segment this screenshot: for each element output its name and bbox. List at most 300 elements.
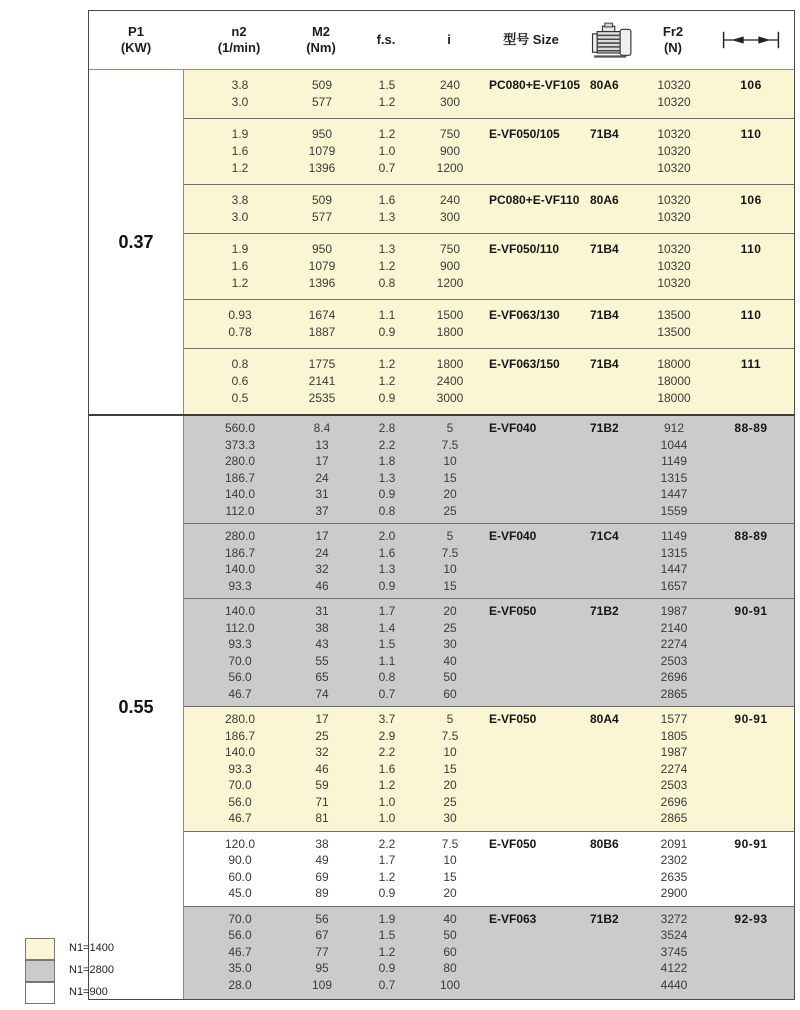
motor-cell (590, 437, 640, 454)
n2-cell: 70.0 (228, 911, 252, 926)
p1-cell (89, 416, 184, 999)
fr2-cell: 4122 (660, 961, 688, 975)
table-row (184, 744, 794, 761)
n2-cell: 0.78 (228, 325, 252, 339)
model-cell (474, 620, 590, 637)
fr2-cell: 1805 (660, 728, 688, 743)
n2-cell: 93.3 (228, 578, 252, 593)
i-cell: 5 (446, 421, 454, 435)
table-row (184, 275, 794, 292)
rating-group (184, 184, 794, 233)
table-row (184, 209, 794, 226)
fr2-cell: 1447 (660, 562, 688, 576)
n2-cell: 3.0 (231, 210, 249, 224)
rating-group (184, 706, 794, 831)
p1-cell (89, 70, 184, 414)
motor-cell (590, 160, 640, 177)
fr2-cell: 1315 (660, 545, 688, 560)
fr2-cell: 18000 (657, 374, 691, 388)
page-cell (708, 761, 794, 778)
m2-cell: 1775 (308, 357, 336, 371)
i-cell: 900 (439, 259, 461, 273)
header-fr2 (639, 24, 707, 56)
table-row (184, 470, 794, 487)
fs-cell: 2.0 (378, 529, 396, 543)
i-cell: 2400 (436, 374, 464, 388)
fr2-cell: 10320 (657, 210, 691, 224)
table-row (184, 852, 794, 869)
page-cell (708, 620, 794, 637)
m2-cell: 109 (311, 977, 333, 992)
fs-cell: 1.0 (378, 811, 396, 825)
fs-cell: 2.9 (378, 728, 396, 743)
fr2-cell: 18000 (657, 391, 691, 405)
model-cell (474, 561, 590, 578)
motor-cell: 71B2 (590, 911, 619, 926)
fr2-cell: 10320 (657, 127, 691, 141)
motor-cell (590, 744, 640, 761)
fs-cell: 1.6 (378, 545, 396, 560)
group-list (184, 416, 794, 999)
fs-cell: 1.3 (378, 242, 396, 256)
i-cell: 5 (446, 529, 454, 543)
motor-cell (590, 852, 640, 869)
fr2-cell: 1315 (660, 470, 688, 485)
table-row (184, 686, 794, 703)
table-row (184, 528, 794, 545)
i-cell: 25 (443, 503, 457, 518)
fs-cell: 1.0 (378, 144, 396, 158)
fs-cell: 0.8 (378, 503, 396, 518)
model-cell: E-VF050 (489, 604, 537, 618)
n2-cell: 280.0 (224, 712, 256, 726)
table-row (184, 77, 794, 94)
n2-cell: 28.0 (228, 977, 252, 992)
table-row (184, 944, 794, 961)
i-cell: 750 (439, 242, 461, 256)
page-cell (708, 275, 794, 292)
model-cell (474, 486, 590, 503)
i-cell: 10 (443, 454, 457, 468)
page-cell (708, 209, 794, 226)
motor-cell: 80A6 (590, 78, 619, 92)
n2-cell: 3.8 (231, 78, 249, 92)
table-row (184, 960, 794, 977)
fs-cell: 1.6 (378, 761, 396, 776)
n2-cell: 140.0 (224, 562, 256, 576)
page-cell: 111 (740, 357, 762, 371)
m2-cell: 31 (315, 487, 329, 501)
n2-cell: 56.0 (228, 928, 252, 942)
page-cell (708, 94, 794, 111)
m2-cell: 56 (315, 911, 329, 926)
fs-cell: 2.2 (378, 745, 396, 759)
model-cell (474, 94, 590, 111)
i-cell: 30 (443, 811, 457, 825)
n2-cell: 93.3 (228, 637, 252, 651)
motor-cell: 71C4 (590, 529, 619, 543)
m2-cell: 67 (315, 928, 329, 942)
fr2-cell: 13500 (657, 325, 691, 339)
table-row (184, 307, 794, 324)
m2-cell: 1396 (308, 161, 336, 175)
header-fs: f.s. (376, 32, 396, 47)
table-row (184, 390, 794, 407)
n2-cell: 1.9 (231, 127, 249, 141)
table-row (184, 545, 794, 562)
fs-cell: 1.3 (378, 470, 396, 485)
page-cell (708, 794, 794, 811)
i-cell: 10 (443, 853, 457, 867)
table-header-row (89, 11, 794, 70)
n2-cell: 46.7 (228, 686, 252, 701)
motor-cell: 71B2 (590, 421, 619, 435)
model-cell (474, 686, 590, 703)
fs-cell: 1.5 (378, 78, 396, 92)
model-cell (474, 944, 590, 961)
fs-cell: 0.7 (378, 686, 396, 701)
motor-cell: 80A6 (590, 193, 619, 207)
model-cell (474, 653, 590, 670)
model-cell (474, 470, 590, 487)
fs-cell: 1.5 (378, 637, 396, 651)
fr2-cell: 1149 (661, 529, 687, 543)
motor-cell (590, 373, 640, 390)
rating-group (184, 233, 794, 299)
motor-cell (590, 810, 640, 827)
model-cell (474, 390, 590, 407)
header-m2-line1: M2 (311, 24, 331, 39)
i-cell: 100 (439, 977, 461, 992)
table-row (184, 94, 794, 111)
motor-cell (590, 794, 640, 811)
p1-value: 0.55 (118, 697, 154, 717)
m2-cell: 17 (315, 454, 329, 468)
table-row (184, 160, 794, 177)
n2-cell: 0.93 (228, 308, 252, 322)
motor-cell (590, 653, 640, 670)
model-cell (474, 160, 590, 177)
model-cell: E-VF063/150 (489, 357, 560, 371)
page-cell (708, 437, 794, 454)
m2-cell: 1079 (308, 259, 336, 273)
table-row (184, 869, 794, 886)
n2-cell: 90.0 (228, 853, 252, 867)
page-cell (708, 777, 794, 794)
table-row (184, 578, 794, 595)
m2-cell: 8.4 (313, 421, 331, 435)
i-cell: 7.5 (441, 728, 459, 743)
m2-cell: 49 (315, 853, 329, 867)
table-row (184, 192, 794, 209)
model-cell (474, 373, 590, 390)
motor-cell (590, 927, 640, 944)
i-cell: 15 (443, 869, 457, 884)
motor-cell (590, 453, 640, 470)
n2-cell: 56.0 (228, 670, 252, 684)
header-n2-line2: (1/min) (217, 40, 261, 55)
m2-cell: 577 (311, 95, 333, 109)
table-row (184, 241, 794, 258)
i-cell: 300 (439, 95, 461, 109)
model-cell (474, 503, 590, 520)
fs-cell: 0.7 (378, 977, 396, 992)
fs-cell: 1.7 (378, 853, 396, 867)
n2-cell: 35.0 (228, 961, 252, 975)
n2-cell: 45.0 (228, 886, 252, 900)
n2-cell: 1.6 (231, 144, 249, 158)
n2-cell: 3.8 (231, 193, 249, 207)
rating-group (184, 831, 794, 906)
n2-cell: 46.7 (228, 811, 252, 825)
n2-cell: 70.0 (228, 778, 252, 792)
fs-cell: 2.2 (378, 836, 396, 851)
motor-cell (590, 977, 640, 994)
i-cell: 20 (443, 886, 457, 900)
i-cell: 240 (439, 193, 461, 207)
motor-cell: 71B4 (590, 357, 619, 371)
m2-cell: 1079 (308, 144, 336, 158)
m2-cell: 2141 (308, 374, 336, 388)
motor-cell (590, 470, 640, 487)
motor-cell (590, 324, 640, 341)
n2-cell: 0.8 (231, 357, 249, 371)
i-cell: 7.5 (441, 437, 459, 452)
motor-cell (590, 960, 640, 977)
fs-cell: 1.0 (378, 794, 396, 809)
motor-cell: 80A4 (590, 712, 619, 726)
motor-cell (590, 209, 640, 226)
page-cell: 90-91 (734, 712, 768, 726)
motor-cell (590, 620, 640, 637)
fr2-cell: 2865 (660, 686, 688, 701)
table-row (184, 437, 794, 454)
i-cell: 7.5 (441, 836, 459, 851)
header-model-size: 型号 Size (503, 32, 559, 47)
legend-item (25, 937, 114, 959)
m2-cell: 509 (311, 193, 333, 207)
page-cell: 110 (740, 308, 762, 322)
table-row (184, 636, 794, 653)
page-cell (708, 453, 794, 470)
fs-cell: 1.3 (378, 210, 396, 224)
fr2-cell: 10320 (657, 95, 691, 109)
table-row (184, 324, 794, 341)
model-cell: E-VF050/110 (489, 242, 560, 256)
fr2-cell: 10320 (657, 242, 691, 256)
fs-cell: 1.2 (378, 259, 396, 273)
i-cell: 5 (446, 712, 454, 726)
fs-cell: 1.1 (378, 308, 396, 322)
model-cell (474, 977, 590, 994)
page-cell (708, 927, 794, 944)
fr2-cell: 2503 (660, 778, 688, 792)
i-cell: 50 (443, 928, 457, 942)
n2-cell: 186.7 (224, 728, 256, 743)
n2-cell: 0.5 (231, 391, 249, 405)
group-list (184, 70, 794, 414)
table-row (184, 561, 794, 578)
i-cell: 15 (443, 578, 457, 593)
m2-cell: 2535 (308, 391, 336, 405)
page-cell: 92-93 (734, 911, 768, 926)
motor-cell: 71B4 (590, 127, 619, 141)
n2-cell: 93.3 (228, 761, 252, 776)
model-cell (474, 453, 590, 470)
model-cell (474, 744, 590, 761)
table-row (184, 420, 794, 437)
i-cell: 40 (443, 911, 457, 926)
i-cell: 20 (443, 778, 457, 792)
n2-cell: 1.2 (231, 276, 249, 290)
fr2-cell: 2900 (660, 886, 688, 900)
fr2-cell: 912 (663, 421, 685, 435)
model-cell (474, 669, 590, 686)
fr2-cell: 10320 (657, 259, 691, 273)
ratings-table (88, 10, 795, 1000)
motor-cell (590, 869, 640, 886)
fs-cell: 1.5 (378, 928, 396, 942)
model-cell: PC080+E-VF105 (489, 78, 581, 92)
model-cell: E-VF050/105 (489, 127, 560, 141)
i-cell: 300 (439, 210, 461, 224)
page-cell (708, 160, 794, 177)
i-cell: 50 (443, 670, 457, 684)
i-cell: 900 (439, 144, 461, 158)
table-row (184, 356, 794, 373)
page-cell (708, 503, 794, 520)
fs-cell: 1.2 (378, 127, 396, 141)
header-fr2-line1: Fr2 (662, 24, 684, 39)
motor-cell (590, 669, 640, 686)
i-cell: 30 (443, 637, 457, 651)
fr2-cell: 2274 (660, 761, 688, 776)
m2-cell: 81 (315, 811, 329, 825)
table-row (184, 503, 794, 520)
model-cell (474, 209, 590, 226)
fs-cell: 1.2 (378, 778, 396, 792)
model-cell (474, 258, 590, 275)
i-cell: 40 (443, 653, 457, 668)
page-cell (708, 728, 794, 745)
legend-label: N1=2800 (69, 964, 114, 976)
table-row (184, 126, 794, 143)
fs-cell: 0.8 (378, 276, 396, 290)
m2-cell: 38 (315, 836, 329, 851)
table-row (184, 885, 794, 902)
table-row (184, 603, 794, 620)
motor-cell (590, 503, 640, 520)
rating-group (184, 348, 794, 414)
i-cell: 15 (443, 470, 457, 485)
page-cell (708, 869, 794, 886)
page-cell (708, 669, 794, 686)
fs-cell: 1.2 (378, 95, 396, 109)
n2-cell: 112.0 (225, 503, 255, 518)
motor-cell (590, 777, 640, 794)
i-cell: 7.5 (441, 545, 459, 560)
header-p1 (89, 24, 183, 56)
fr2-cell: 1657 (660, 578, 688, 593)
page-cell (708, 143, 794, 160)
i-cell: 15 (443, 761, 457, 776)
m2-cell: 31 (315, 604, 329, 618)
fs-cell: 3.7 (378, 712, 396, 726)
motor-cell (590, 578, 640, 595)
i-cell: 240 (439, 78, 461, 92)
page-cell (708, 944, 794, 961)
page-cell: 90-91 (734, 836, 768, 851)
page-cell: 106 (740, 78, 762, 92)
m2-cell: 17 (315, 712, 329, 726)
model-cell: E-VF063 (489, 911, 537, 926)
n2-cell: 186.7 (224, 470, 256, 485)
rating-group (184, 118, 794, 184)
legend-swatch (25, 982, 55, 1004)
legend-swatch (25, 960, 55, 982)
page-cell: 88-89 (734, 421, 768, 435)
m2-cell: 74 (315, 686, 329, 701)
page-cell (708, 258, 794, 275)
table-row (184, 669, 794, 686)
page-cell: 106 (740, 193, 762, 207)
model-cell (474, 324, 590, 341)
legend-item (25, 981, 114, 1003)
i-cell: 60 (443, 686, 457, 701)
header-p1-line1: P1 (128, 24, 144, 39)
motor-icon (589, 21, 639, 59)
i-cell: 3000 (436, 391, 464, 405)
n2-cell: 1.6 (231, 259, 249, 273)
fr2-cell: 2503 (660, 653, 688, 668)
i-cell: 20 (443, 487, 457, 501)
m2-cell: 24 (315, 470, 329, 485)
fs-cell: 0.9 (378, 961, 396, 975)
motor-cell: 71B4 (590, 242, 619, 256)
n2-cell: 373.3 (224, 437, 256, 452)
page-cell (708, 653, 794, 670)
i-cell: 20 (443, 604, 457, 618)
fs-cell: 1.9 (378, 911, 396, 926)
motor-cell: 71B4 (590, 308, 619, 322)
fr2-cell: 2696 (660, 794, 688, 809)
motor-cell (590, 275, 640, 292)
table-row (184, 761, 794, 778)
m2-cell: 1887 (308, 325, 336, 339)
m2-cell: 59 (315, 778, 329, 792)
model-cell (474, 927, 590, 944)
n2-cell: 70.0 (228, 653, 252, 668)
m2-cell: 1396 (308, 276, 336, 290)
model-cell (474, 636, 590, 653)
n2-cell: 3.0 (231, 95, 249, 109)
motor-cell: 71B2 (590, 604, 619, 618)
page-cell: 110 (740, 242, 762, 256)
table-body (89, 70, 794, 999)
model-cell (474, 437, 590, 454)
motor-cell (590, 390, 640, 407)
model-cell (474, 885, 590, 902)
n2-cell: 60.0 (228, 869, 252, 884)
table-row (184, 486, 794, 503)
motor-cell (590, 545, 640, 562)
n2-cell: 1.9 (231, 242, 249, 256)
p1-value: 0.37 (118, 231, 154, 252)
m2-cell: 46 (315, 761, 329, 776)
rating-group (184, 906, 794, 1000)
motor-cell (590, 94, 640, 111)
table-section (89, 414, 794, 999)
